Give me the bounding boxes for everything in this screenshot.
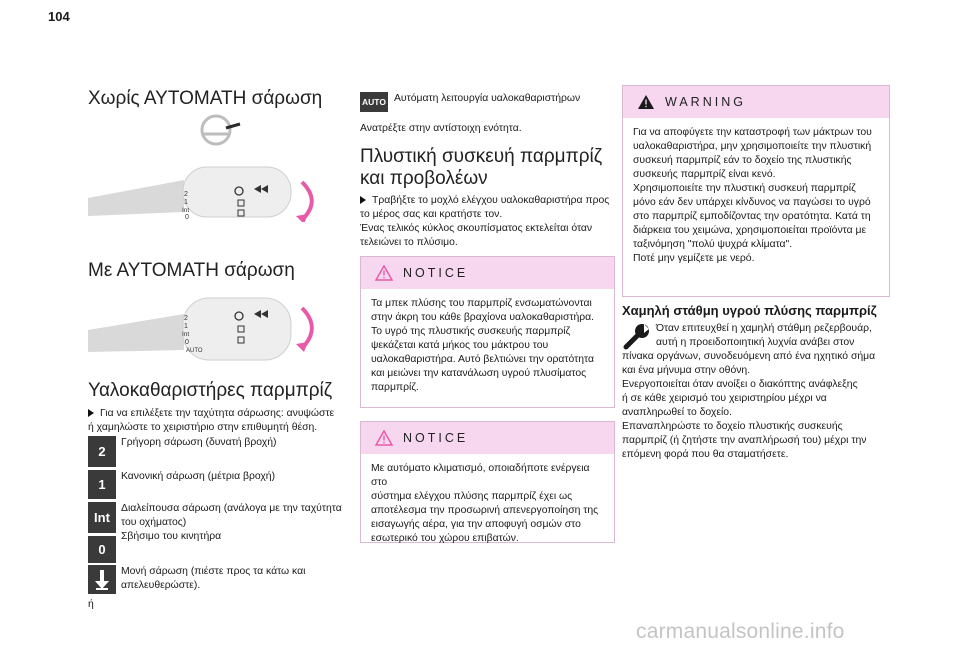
warning-triangle-icon: [375, 265, 393, 281]
pull-arrow-icon: [302, 308, 312, 348]
warning-body: Για να αποφύγετε την καταστροφή των μάκτρων του υαλοκαθαριστήρα, μην χρησιμοποιείτε την πλυστική συσκευή παρμπρίζ εάν το δοχείο της πλυστικής συσκευής παρμπρίζ είναι κενό. Χρησιμοποιείτε την πλυστική συσκευή παρμπρίζ μόνο εάν δεν υπάρχει κίνδυνος να παγώσει το υγρό στο παρμπρίζ εμποδίζοντας την ορατότητα. Κατά τη διάρκεια του χειμώνα, χρησιμοποιείται προϊόντα με ταξινόμηση "πολύ ψυχρά κλίματα". Ποτέ μην γεμίζετε με νερό.: [633, 127, 872, 264]
heading-no-auto: Χωρίς ΑΥΤΟΜΑΤΗ σάρωση: [88, 88, 323, 109]
notice-box-2: [360, 421, 615, 543]
down-arrow-icon: [88, 565, 116, 594]
notice-box-1: [360, 256, 615, 408]
warning-triangle-icon: [637, 94, 655, 110]
position-label: 0: [185, 214, 189, 221]
stalk-handle-icon: [183, 167, 291, 217]
mode-1-icon: 1: [88, 470, 116, 499]
position-label: Int: [182, 207, 190, 214]
pull-arrow-head-icon: [296, 214, 308, 222]
washer-level-warning-icon: [622, 323, 652, 351]
position-label: 2: [184, 191, 188, 198]
intro-line: ή χαμηλώστε το χειριστήριο στην επιθυμητή θέση.: [88, 422, 318, 433]
mode-int-text: Διαλείπουσα σάρωση (ανάλογα με την ταχύτητα του οχήματος): [121, 503, 342, 528]
low-level-text-b: πίνακα οργάνων, συνοδευόμενη από ένα ηχητικό σήμα και ένα μήνυμα στην οθόνη. Ενεργοποιείται όταν ανοίξει ο διακόπτης ανάφλεξης ή σε κάθε χειρισμό του χειριστηρίου μέχρι να αναπληρωθεί το δοχείο. Επαναπληρώστε το δοχείο πλυστικής συσκευής παρμπρίζ (ή ζητήστε την αναπλήρωσή του) μέχρι την επόμενη φορά που θα σταματήσετε.: [622, 351, 876, 460]
warning-title: WARNING: [665, 95, 746, 109]
stalk-shaft-icon: [88, 180, 184, 216]
notice-header: [361, 422, 614, 454]
mode-single-text: Μονή σάρωση (πιέστε προς τα κάτω και απελευθερώστε).: [121, 566, 306, 591]
wiper-stalk-diagram: [88, 112, 328, 222]
warning-triangle-icon: [375, 430, 393, 446]
auto-badge-icon: AUTO: [360, 92, 388, 112]
mode-int-icon: Int: [88, 502, 116, 533]
notice-title: NOTICE: [403, 431, 469, 445]
position-label: 1: [184, 323, 188, 330]
auto-text: Αυτόματη λειτουργία υαλοκαθαριστήρων: [394, 93, 581, 104]
notice-body: Με αυτόματο κλιματισμό, οποιαδήποτε ενέργεια στο σύστημα ελέγχου πλύσης παρμπρίζ έχει ως αποτέλεσμα την προσωρινή απενεργοποίηση της εισαγωγής αέρα, για την αποφυγή οσμών στο εσωτερικό του χώρου επιβατών.: [371, 463, 599, 544]
position-label: 0: [185, 339, 189, 346]
notice-title: NOTICE: [403, 266, 469, 280]
bullet-arrow-icon: [360, 196, 366, 204]
mode-0-text: Σβήσιμο του κινητήρα: [121, 531, 222, 542]
bullet-arrow-icon: [88, 409, 94, 417]
page-number: 104: [48, 9, 70, 24]
washer-text: Τραβήξτε το μοχλό ελέγχου υαλοκαθαριστήρα προς το μέρος σας και κρατήστε τον. Ένας τελικός κύκλος σκουπίσματος εκτελείται όταν τελειώνει το πλύσιμο.: [360, 195, 610, 248]
heading-washer-2: και προβολέων: [360, 168, 488, 189]
notice-header: [361, 257, 614, 289]
heading-auto: Με ΑΥΤΟΜΑΤΗ σάρωση: [88, 260, 295, 281]
mode-2-text: Γρήγορη σάρωση (δυνατή βροχή): [121, 437, 277, 448]
notice-body: Τα μπεκ πλύσης του παρμπρίζ ενσωματώνονται στην άκρη του κάθε βραχίονα υαλοκαθαριστήρα. Το υγρό της πλυστικής συσκευής παρμπρίζ ψεκάζεται κατά μήκος του μάκτρου του υαλοκαθαριστήρα. Αυτό βελτιώνει την ορατότητα και μειώνει την κατανάλωση υγρού πλυσίματος παρμπρίζ.: [371, 298, 595, 393]
warning-box: [622, 85, 890, 297]
position-label: 2: [184, 315, 188, 322]
steering-wheel-icon: [202, 116, 230, 144]
heading-wipers: Υαλοκαθαριστήρες παρμπρίζ: [88, 380, 333, 401]
reactivate-text: Ανατρέξτε στην αντίστοιχη ενότητα.: [360, 123, 522, 134]
wipers-intro: [88, 407, 346, 435]
or-text: ή: [88, 599, 94, 610]
position-label: 1: [184, 199, 188, 206]
stalk-shaft-icon: [88, 314, 184, 352]
position-label: Int: [182, 331, 190, 338]
watermark: carmanualsonline.info: [636, 620, 845, 643]
mode-2-icon: 2: [88, 436, 116, 467]
position-label-auto: AUTO: [186, 348, 203, 354]
pull-arrow-head-icon: [296, 342, 308, 352]
heading-low-level: Χαμηλή στάθμη υγρού πλύσης παρμπρίζ: [622, 303, 877, 318]
wiper-stalk-auto-diagram: [88, 290, 328, 370]
low-level-text-a: Όταν επιτευχθεί η χαμηλή στάθμη ρεζερβουάρ, αυτή η προειδοποιητική λυχνία ανάβει στον: [656, 323, 872, 348]
intro-line: Για να επιλέξετε την ταχύτητα σάρωσης: ανυψώστε: [88, 407, 346, 421]
mode-0-icon: 0: [88, 536, 116, 563]
warning-header: [623, 86, 889, 118]
heading-washer-1: Πλυστική συσκευή παρμπρίζ: [360, 146, 603, 167]
mode-1-text: Κανονική σάρωση (μέτρια βροχή): [121, 471, 276, 482]
